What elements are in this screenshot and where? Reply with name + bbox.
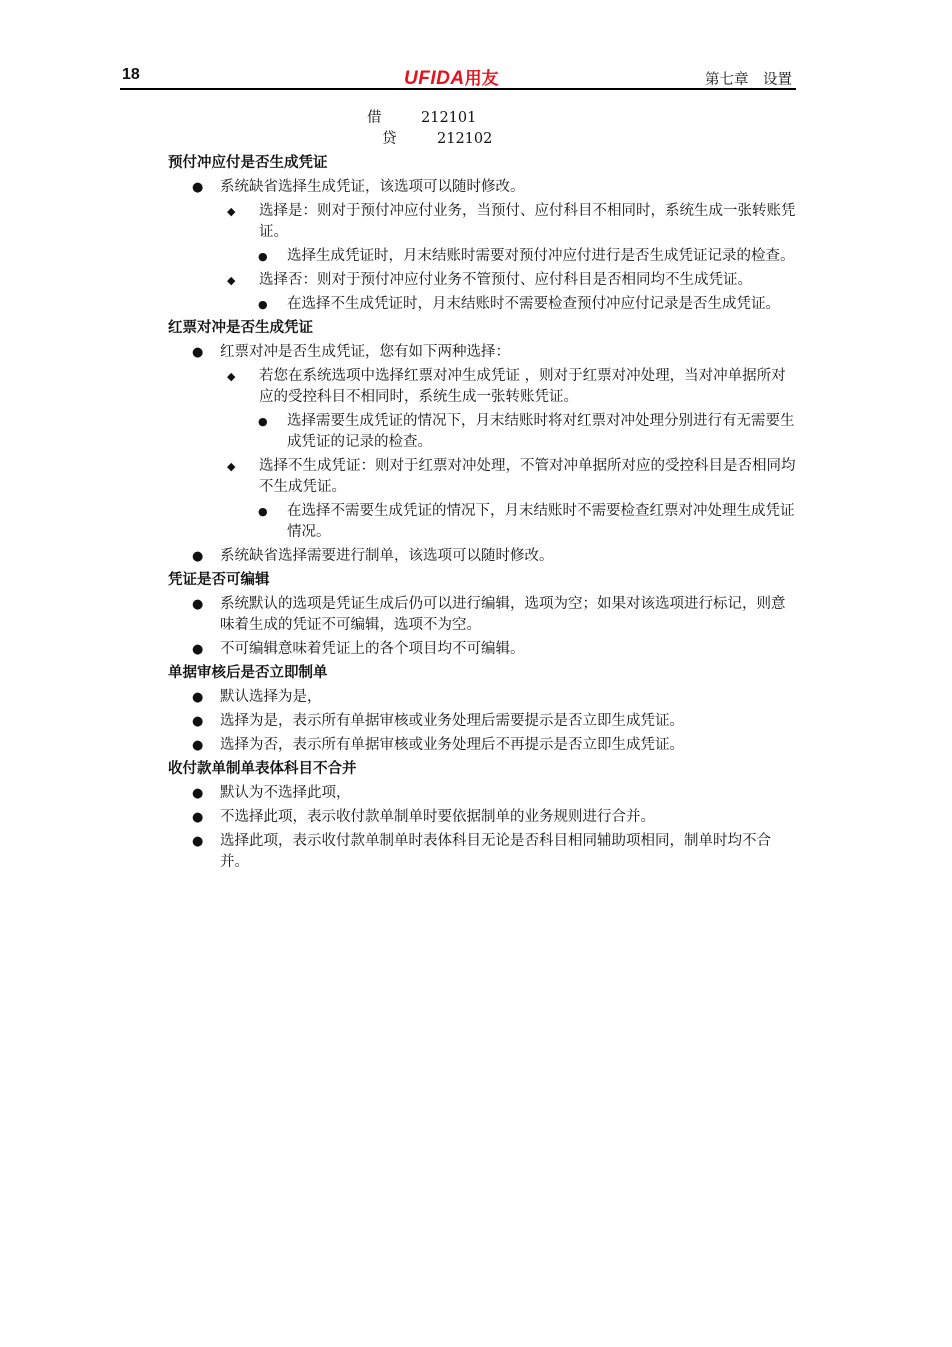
list-item-text: 不选择此项，表示收付款单制单时要依据制单的业务规则进行合并。 [220, 809, 655, 825]
list-item-text: 选择是：则对于预付冲应付业务，当预付、应付科目不相同时，系统生成一张转账凭证。 [259, 203, 796, 240]
list-item-level-1 [168, 594, 796, 636]
page-number: 18 [122, 66, 140, 83]
list-item-text: 系统缺省选择需要进行制单，该选项可以随时修改。 [220, 548, 554, 564]
round-bullet-icon: ● [192, 180, 204, 195]
diamond-bullet-icon: ◆ [227, 460, 236, 473]
round-bullet-icon: ● [192, 345, 204, 360]
header-rule [120, 88, 796, 90]
round-bullet-icon: ● [192, 549, 204, 564]
section-heading: 单据审核后是否立即制单 [168, 665, 328, 681]
list-item-level-1 [168, 687, 796, 708]
credit-label: 贷 [382, 131, 397, 147]
round-bullet-icon: ● [192, 690, 204, 705]
list-item-text: 选择需要生成凭证的情况下，月末结账时将对红票对冲处理分别进行有无需要生成凭证的记录的检查。 [287, 413, 795, 450]
debit-code: 212101 [421, 110, 477, 126]
debit-label: 借 [367, 110, 382, 126]
list-item-level-1 [168, 711, 796, 732]
list-item-level-3 [168, 501, 796, 543]
list-item-level-1 [168, 807, 796, 828]
page-header [120, 64, 796, 90]
list-item-level-1 [168, 639, 796, 660]
list-item-level-1 [168, 177, 796, 198]
list-item-text: 系统缺省选择生成凭证，该选项可以随时修改。 [220, 179, 525, 195]
list-item-level-2 [168, 456, 796, 498]
round-bullet-icon: ● [192, 714, 204, 729]
list-item-text: 红票对冲是否生成凭证，您有如下两种选择： [220, 344, 510, 360]
list-item-text: 系统默认的选项是凭证生成后仍可以进行编辑，选项为空；如果对该选项进行标记，则意味着生成的凭证不可编辑，选项不为空。 [220, 596, 786, 633]
list-item-level-2 [168, 366, 796, 408]
list-item-level-1 [168, 342, 796, 363]
list-item-level-2 [168, 201, 796, 243]
diamond-bullet-icon: ◆ [227, 205, 236, 218]
list-item-text: 不可编辑意味着凭证上的各个项目均不可编辑。 [220, 641, 525, 657]
round-bullet-icon: ● [258, 505, 268, 518]
round-bullet-icon: ● [192, 786, 204, 801]
round-bullet-icon: ● [258, 298, 268, 311]
round-bullet-icon: ● [192, 738, 204, 753]
round-bullet-icon: ● [192, 810, 204, 825]
logo-chinese: 用友 [464, 69, 499, 88]
list-item-level-1 [168, 735, 796, 756]
round-bullet-icon: ● [258, 250, 268, 263]
list-item-level-2 [168, 270, 796, 291]
list-item-text: 选择不生成凭证：则对于红票对冲处理，不管对冲单据所对应的受控科目是否相同均不生成凭证。 [259, 458, 796, 495]
round-bullet-icon: ● [192, 834, 204, 849]
list-item-text: 在选择不需要生成凭证的情况下，月末结账时不需要检查红票对冲处理生成凭证情况。 [287, 503, 795, 540]
list-item-level-3 [168, 246, 796, 267]
section-heading: 红票对冲是否生成凭证 [168, 320, 313, 336]
list-item-level-3 [168, 411, 796, 453]
ufida-logo [404, 64, 499, 90]
list-item-text: 若您在系统选项中选择红票对冲生成凭证 ，则对于红票对冲处理，当对冲单据所对应的受控科目不相同时，系统生成一张转账凭证。 [259, 368, 786, 405]
list-item-text: 选择生成凭证时，月末结账时需要对预付冲应付进行是否生成凭证记录的检查。 [287, 248, 795, 264]
diamond-bullet-icon: ◆ [227, 370, 236, 383]
chapter-title: 第七章 设置 [705, 72, 792, 88]
list-item-text: 选择为否，表示所有单据审核或业务处理后不再提示是否立即生成凭证。 [220, 737, 684, 753]
list-item-level-1 [168, 831, 796, 873]
round-bullet-icon: ● [192, 642, 204, 657]
list-item-level-3 [168, 294, 796, 315]
section-heading: 凭证是否可编辑 [168, 572, 270, 588]
document-body [168, 108, 796, 876]
list-item-text: 选择为是，表示所有单据审核或业务处理后需要提示是否立即生成凭证。 [220, 713, 684, 729]
list-item-text: 选择否：则对于预付冲应付业务不管预付、应付科目是否相同均不生成凭证。 [259, 272, 752, 288]
list-item-text: 选择此项，表示收付款单制单时表体科目无论是否科目相同辅助项相同，制单时均不合并。 [220, 833, 771, 870]
round-bullet-icon: ● [258, 415, 268, 428]
list-item-text: 在选择不生成凭证时，月末结账时不需要检查预付冲应付记录是否生成凭证。 [287, 296, 780, 312]
list-item-text: 默认为不选择此项， [220, 785, 351, 801]
section-heading: 预付冲应付是否生成凭证 [168, 155, 328, 171]
list-item-text: 默认选择为是， [220, 689, 322, 705]
list-item-level-1 [168, 783, 796, 804]
list-item-level-1 [168, 546, 796, 567]
diamond-bullet-icon: ◆ [227, 274, 236, 287]
credit-code: 212102 [437, 131, 493, 147]
account-lines-credit [168, 129, 796, 150]
round-bullet-icon: ● [192, 597, 204, 612]
section-heading: 收付款单制单表体科目不合并 [168, 761, 357, 777]
account-lines [168, 108, 796, 129]
logo-latin: UFIDA [404, 68, 465, 89]
